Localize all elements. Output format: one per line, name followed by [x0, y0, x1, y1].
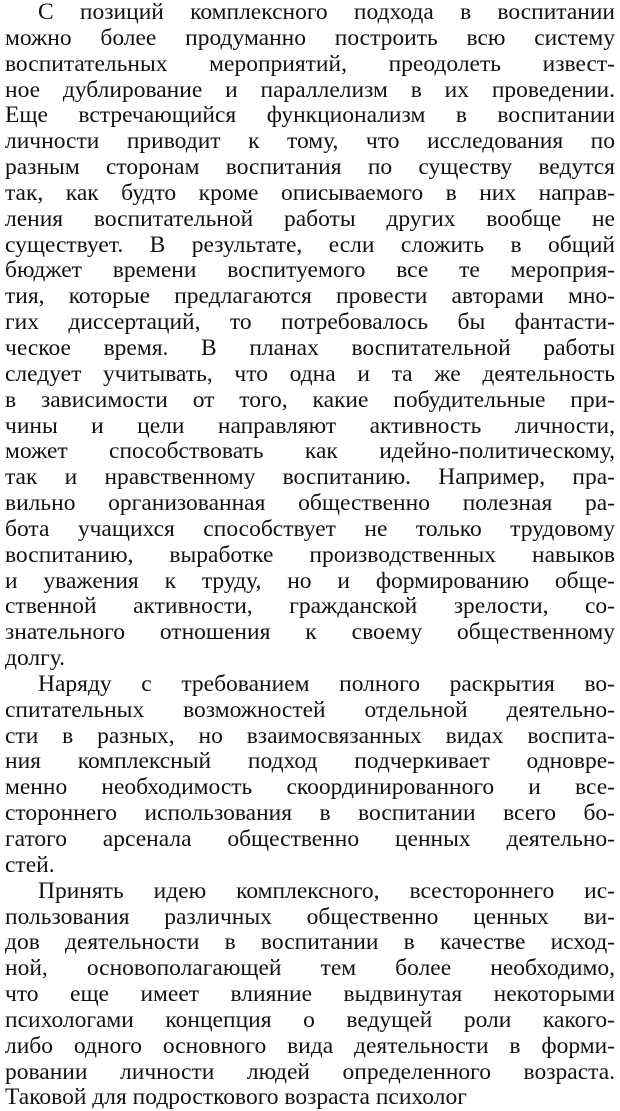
document-page: [5, 0, 615, 1111]
text-line: Наряду с требованием полного раскрытия во-: [38, 671, 615, 697]
text-line: стороннего использования в воспитании всего бо-: [5, 801, 615, 827]
text-line: ровании личности людей определенного возраста.: [5, 1059, 615, 1085]
text-line: ния комплексный подход подчеркивает одновре-: [5, 749, 615, 775]
text-line: может способствовать как идейно-политическому,: [5, 439, 615, 465]
text-line: можно более продуманно построить всю систему: [5, 25, 615, 51]
text-line: и уважения к труду, но и формированию обще-: [5, 568, 615, 594]
text-line: бюджет времени воспитуемого все те мероприя-: [5, 258, 615, 284]
text-line: долгу.: [5, 646, 66, 672]
paragraph: [5, 0, 615, 672]
text-line: так и нравственному воспитанию. Например, пра-: [5, 465, 615, 491]
text-line: либо одного основного вида деятельности в форми-: [5, 1033, 615, 1059]
text-line: ной, основополагающей тем более необходимо,: [5, 956, 615, 982]
text-line: стей.: [5, 852, 55, 878]
text-line: менно необходимость скоординированного и все-: [5, 775, 615, 801]
text-line: разным сторонам воспитания по существу ведутся: [5, 155, 615, 181]
text-line: Принять идею комплексного, всестороннего ис-: [38, 878, 615, 904]
text-line: Таковой для подросткового возраста психолог: [5, 1085, 467, 1111]
text-line: пользования различных общественно ценных ви-: [5, 904, 615, 930]
paragraph: [5, 879, 615, 1111]
paragraph: [5, 672, 615, 879]
text-line: бота учащихся способствует не только трудовому: [5, 516, 615, 542]
text-line: личности приводит к тому, что исследования по: [5, 129, 615, 155]
text-line: следует учитывать, что одна и та же деятельность: [5, 361, 615, 387]
text-line: воспитательных мероприятий, преодолеть извест-: [5, 51, 615, 77]
text-line: ления воспитательной работы других вообще не: [5, 206, 615, 232]
text-line: тия, которые предлагаются провести авторами мно-: [5, 284, 615, 310]
text-line: воспитанию, выработке производственных навыков: [5, 542, 615, 568]
text-line: существует. В результате, если сложить в общий: [5, 232, 615, 258]
text-line: сти в разных, но взаимосвязанных видах воспита-: [5, 723, 615, 749]
text-line: ное дублирование и параллелизм в их проведении.: [5, 77, 615, 103]
text-line: Еще встречающийся функционализм в воспитании: [5, 103, 615, 129]
text-line: вильно организованная общественно полезная ра-: [5, 491, 615, 517]
text-line: гих диссертаций, то потребовалось бы фантасти-: [5, 310, 615, 336]
text-body: [5, 0, 615, 1111]
text-line: С позиций комплексного подхода в воспитании: [38, 0, 615, 25]
text-line: спитательных возможностей отдельной деятельно-: [5, 697, 615, 723]
text-line: что еще имеет влияние выдвинутая некоторыми: [5, 982, 615, 1008]
text-line: ческое время. В планах воспитательной работы: [5, 335, 615, 361]
text-line: гатого арсенала общественно ценных деятельно-: [5, 827, 615, 852]
text-line: так, как будто кроме описываемого в них направ-: [5, 180, 615, 206]
text-line: дов деятельности в воспитании в качестве исход-: [5, 930, 615, 956]
text-line: чины и цели направляют активность личности,: [5, 413, 615, 439]
text-line: в зависимости от того, какие побудительные при-: [5, 387, 615, 413]
text-line: ственной активности, гражданской зрелости, со-: [5, 594, 615, 620]
text-line: психологами концепция о ведущей роли какого-: [5, 1007, 615, 1033]
text-line: знательного отношения к своему общественному: [5, 620, 615, 646]
